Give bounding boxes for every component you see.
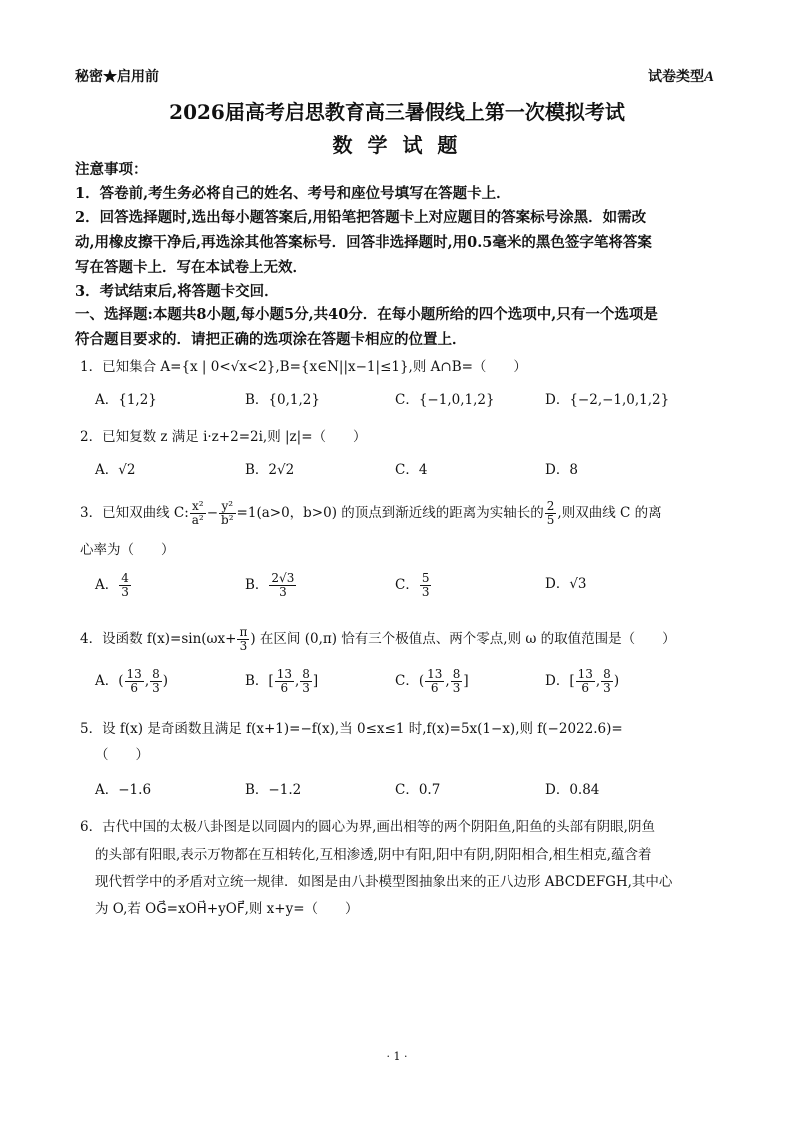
q2-option-d: D．8 — [545, 462, 578, 478]
q5-option-b: B．−1.2 — [245, 782, 302, 798]
q4-option-c: C．( $\frac{13}{6}$ , $\frac{8}{3}$ ] — [395, 667, 469, 695]
question-6-line3: 现代哲学中的矛盾对立统一规律．如图是由八卦模型图抽象出来的正八边形 ABCDEFGH,其中心 — [95, 874, 673, 890]
question-3-stem-cont: 心率为（ ） — [80, 542, 175, 558]
question-5-stem-cont: （ ） — [95, 747, 149, 763]
q3-option-d: D．√3 — [545, 576, 587, 592]
q5-option-d: D．0.84 — [545, 782, 600, 798]
question-4-stem: 4．设函数 f(x)=sin(ωx+ $\frac{\pi}{3}$ ) 在区间 (0,π) 恰有三个极值点、两个零点,则 ω 的取值范围是（ ） — [80, 625, 676, 653]
q2-option-b: B．2√2 — [245, 462, 295, 478]
q4-option-a: A．( $\frac{13}{6}$ , $\frac{8}{3}$ ) — [95, 667, 169, 695]
q2-option-c: C．4 — [395, 462, 428, 478]
q4-option-d: D．[ $\frac{13}{6}$ , $\frac{8}{3}$ ) — [545, 667, 620, 695]
question-3-stem: 3．已知双曲线 C: $\frac{\text{x²}}{\text{a²}}$ − $\frac{\text{y²}}{\text{b²}}$ =1(a>0，b>0) 的顶点到渐近线的距离为实轴长的 $\frac{2}{5}$ ,则双曲线 C 的离 — [80, 499, 662, 527]
q5-option-a: A．−1.6 — [95, 782, 152, 798]
q5-option-c: C．0.7 — [395, 782, 441, 798]
frac-pi-3: $\frac{\pi}{3}$ — [239, 625, 248, 653]
notice-item-2c: 写在答题卡上．写在本试卷上无效． — [75, 259, 307, 276]
q1-option-b: B．{0,1,2} — [245, 392, 320, 408]
question-1-stem: 1．已知集合 A={x | 0<√x<2},B={x∈N||x−1|≤1},则 A∩B=（ ） — [80, 359, 527, 375]
frac-x2-a2: $\frac{\text{x²}}{\text{a²}}$ — [191, 499, 204, 527]
notice-heading: 注意事项： — [75, 161, 148, 178]
question-2-options — [95, 458, 715, 490]
question-1-options — [95, 388, 715, 420]
question-6-line1: 6．古代中国的太极八卦图是以同圆内的圆心为界,画出相等的两个阴阳鱼,阳鱼的头部有阴眼,阴鱼 — [80, 819, 655, 835]
q1-option-a: A．{1,2} — [95, 392, 157, 408]
q2-option-a: A．√2 — [95, 462, 136, 478]
question-2-stem: 2．已知复数 z 满足 i·z+2=2i,则 |z|=（ ） — [80, 429, 367, 445]
notice-item-1: 1．答卷前,考生务必将自己的姓名、考号和座位号填写在答题卡上． — [75, 185, 511, 202]
question-6-line2: 的头部有阳眼,表示万物都在互相转化,互相渗透,阴中有阳,阳中有阴,阴阳相合,相生相克,蕴含着 — [95, 847, 652, 863]
question-5-stem: 5．设 f(x) 是奇函数且满足 f(x+1)=−f(x),当 0≤x≤1 时,f(x)=5x(1−x),则 f(−2022.6)= — [80, 721, 623, 737]
q4-option-b: B．[ $\frac{13}{6}$ , $\frac{8}{3}$ ] — [245, 667, 319, 695]
frac-2-5: $\frac{2}{5}$ — [546, 499, 555, 527]
section-heading-line1: 一、选择题:本题共8小题,每小题5分,共40分．在每小题所给的四个选项中,只有一个选项是 — [75, 306, 658, 323]
notice-item-2a: 2．回答选择题时,选出每小题答案后,用铅笔把答题卡上对应题目的答案标号涂黑．如需改 — [75, 209, 647, 226]
notice-item-2b: 动,用橡皮擦干净后,再选涂其他答案标号．回答非选择题时,用0.5毫米的黑色签字笔将答案 — [75, 234, 652, 251]
q1-option-d: D．{−2,−1,0,1,2} — [545, 392, 670, 408]
q1-option-c: C．{−1,0,1,2} — [395, 392, 495, 408]
q3-option-c: C． $\frac{5}{3}$ — [395, 571, 430, 599]
question-4-options — [95, 668, 715, 700]
question-5-options — [95, 778, 715, 810]
q3-option-b: B． $\frac{2√3}{3}$ — [245, 571, 295, 599]
q3-option-a: A． $\frac{4}{3}$ — [95, 571, 129, 599]
exam-title: 2026届高考启思教育高三暑假线上第一次模拟考试 — [169, 100, 625, 124]
paper-type-label: 试卷类型A — [647, 69, 714, 85]
notice-item-3: 3．考试结束后,将答题卡交回． — [75, 283, 279, 300]
confidential-label: 秘密★启用前 — [75, 69, 159, 85]
page-number: · 1 · — [386, 1050, 408, 1063]
exam-subtitle: 数 学 试 题 — [332, 133, 462, 157]
section-heading-line2: 符合题目要求的．请把正确的选项涂在答题卡相应的位置上． — [75, 331, 467, 348]
frac-y2-b2: $\frac{\text{y²}}{\text{b²}}$ — [221, 499, 234, 527]
question-3-options — [95, 572, 715, 604]
question-6-line4: 为 O,若 OG⃗=xOH⃗+yOF⃗,则 x+y=（ ） — [95, 901, 359, 917]
